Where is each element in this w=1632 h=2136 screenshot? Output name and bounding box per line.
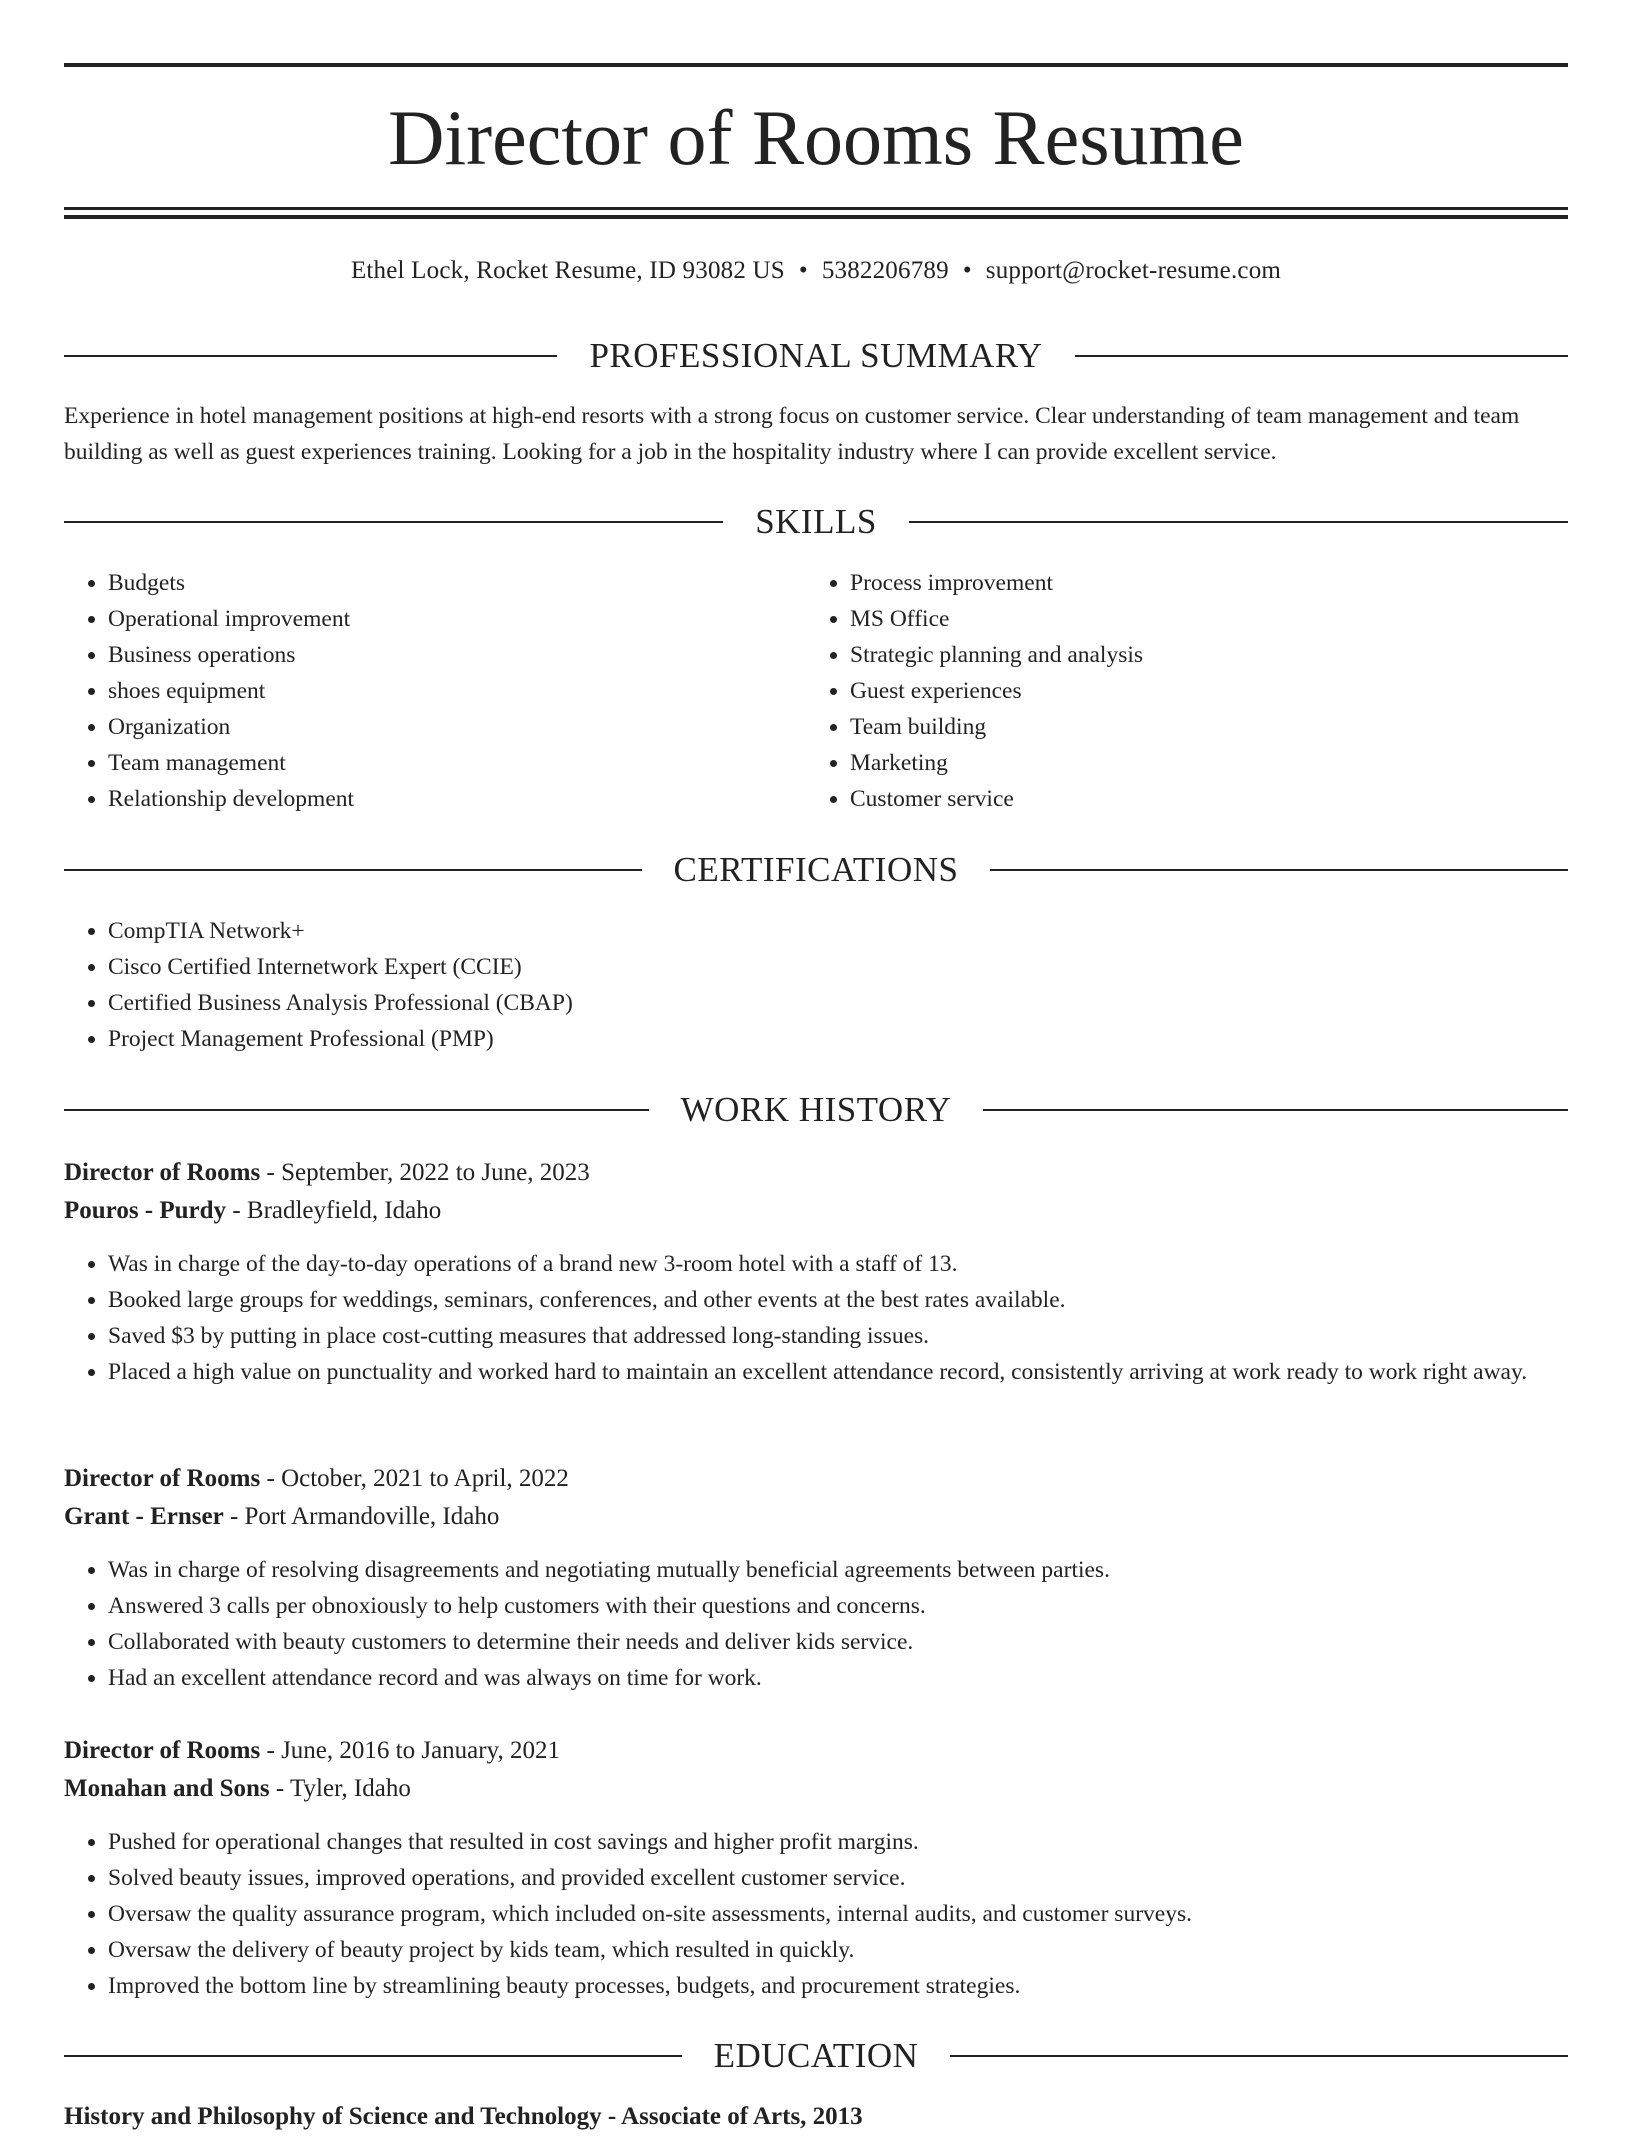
skill-item: • Team management xyxy=(108,745,804,781)
job-bullet: • Booked large groups for weddings, seminars, conferences, and other events at the best rates available. xyxy=(108,1282,1568,1318)
section-title: CERTIFICATIONS xyxy=(673,850,959,889)
job-company: Pouros - Purdy xyxy=(64,1197,227,1224)
section-title: EDUCATION xyxy=(713,2036,919,2075)
section-title: SKILLS xyxy=(755,502,877,541)
heading-rule xyxy=(64,869,642,871)
heading-rule xyxy=(990,869,1568,871)
summary-text: Experience in hotel management positions at high-end resorts with a strong focus on customer service. Clear understanding of team management and team building as well as guest experiences training. Looking for a job in the hospitality industry where I can provide excellent service. xyxy=(64,403,1520,465)
skill-item: • Operational improvement xyxy=(108,601,804,637)
job-entry xyxy=(64,1732,1568,2004)
job-title-line xyxy=(64,1154,1568,1192)
job-company: Grant - Ernser xyxy=(64,1503,224,1530)
skills-column-left xyxy=(64,565,804,817)
education-degree: History and Philosophy of Science and Technology - Associate of Arts, 2013 xyxy=(64,2103,863,2130)
job-bullet: • Was in charge of the day-to-day operations of a brand new 3-room hotel with a staff of 13. xyxy=(108,1246,1568,1282)
section-heading-work-history xyxy=(64,1088,1568,1132)
skill-item: • Business operations xyxy=(108,637,804,673)
heading-rule xyxy=(983,1109,1568,1111)
job-dates: - June, 2016 to January, 2021 xyxy=(260,1737,560,1764)
job-company-line xyxy=(64,1498,1568,1536)
job-dates: - September, 2022 to June, 2023 xyxy=(260,1159,590,1186)
section-heading-skills xyxy=(64,500,1568,544)
job-dates: - October, 2021 to April, 2022 xyxy=(260,1465,569,1492)
certification-item: • Cisco Certified Internetwork Expert (CCIE) xyxy=(108,949,1568,985)
job-entry xyxy=(64,1460,1568,1696)
contact-email: support@rocket-resume.com xyxy=(985,257,1282,284)
job-company: Monahan and Sons xyxy=(64,1775,270,1802)
skills-column-right xyxy=(806,565,1566,817)
title-rule-lower xyxy=(64,215,1568,219)
skill-item: • MS Office xyxy=(850,601,1566,637)
heading-rule xyxy=(64,1109,649,1111)
skill-item: • Customer service xyxy=(850,781,1566,817)
skill-item: • Relationship development xyxy=(108,781,804,817)
contact-separator: • xyxy=(798,257,808,284)
skill-item: • Budgets xyxy=(108,565,804,601)
job-bullet: • Placed a high value on punctuality and worked hard to maintain an excellent attendance record, consistently arriving at work ready to work right away. xyxy=(108,1354,1568,1390)
section-title: PROFESSIONAL SUMMARY xyxy=(589,336,1043,375)
section-heading-education xyxy=(64,2034,1568,2078)
skill-item: • Strategic planning and analysis xyxy=(850,637,1566,673)
job-bullet: • Improved the bottom line by streamlining beauty processes, budgets, and procurement strategies. xyxy=(108,1968,1568,2004)
title-rule-upper xyxy=(64,207,1568,210)
job-bullet: • Had an excellent attendance record and was always on time for work. xyxy=(108,1660,1568,1696)
skill-item: • Process improvement xyxy=(850,565,1566,601)
heading-rule xyxy=(64,2055,682,2057)
contact-separator: • xyxy=(962,257,972,284)
section-title: WORK HISTORY xyxy=(680,1090,952,1129)
section-heading-summary xyxy=(64,334,1568,378)
job-bullet: • Collaborated with beauty customers to determine their needs and deliver kids service. xyxy=(108,1624,1568,1660)
education-entry xyxy=(64,2098,1568,2136)
job-location: - Bradleyfield, Idaho xyxy=(226,1197,442,1224)
heading-rule xyxy=(950,2055,1568,2057)
job-bullet: • Saved $3 by putting in place cost-cutting measures that addressed long-standing issues. xyxy=(108,1318,1568,1354)
job-title-line xyxy=(64,1732,1568,1770)
job-company-line xyxy=(64,1770,1568,1808)
job-title: Director of Rooms xyxy=(64,1737,261,1764)
contact-line xyxy=(64,253,1568,289)
job-location: - Port Armandoville, Idaho xyxy=(223,1503,500,1530)
job-company-line xyxy=(64,1192,1568,1230)
job-entry xyxy=(64,1154,1568,1390)
job-bullet: • Answered 3 calls per obnoxiously to help customers with their questions and concerns. xyxy=(108,1588,1568,1624)
certification-item: • CompTIA Network+ xyxy=(108,913,1568,949)
heading-rule xyxy=(64,355,557,357)
skill-item: • shoes equipment xyxy=(108,673,804,709)
job-title-line xyxy=(64,1460,1568,1498)
job-location: - Tyler, Idaho xyxy=(269,1775,411,1802)
job-title: Director of Rooms xyxy=(64,1159,261,1186)
job-bullet: • Was in charge of resolving disagreements and negotiating mutually beneficial agreements between parties. xyxy=(108,1552,1568,1588)
job-bullet: • Solved beauty issues, improved operations, and provided excellent customer service. xyxy=(108,1860,1568,1896)
skill-item: • Guest experiences xyxy=(850,673,1566,709)
page-title: Director of Rooms Resume xyxy=(388,94,1244,181)
heading-rule xyxy=(1075,355,1568,357)
skill-item: • Marketing xyxy=(850,745,1566,781)
job-bullet: • Oversaw the quality assurance program, which included on-site assessments, internal audits, and customer surveys. xyxy=(108,1896,1568,1932)
certification-item: • Certified Business Analysis Professional (CBAP) xyxy=(108,985,1568,1021)
skill-item: • Organization xyxy=(108,709,804,745)
contact-phone: 5382206789 xyxy=(821,257,949,284)
job-title: Director of Rooms xyxy=(64,1465,261,1492)
top-rule xyxy=(64,63,1568,67)
job-bullet: • Oversaw the delivery of beauty project by kids team, which resulted in quickly. xyxy=(108,1932,1568,1968)
section-heading-certifications xyxy=(64,848,1568,892)
certifications-list xyxy=(64,913,1568,1057)
heading-rule xyxy=(909,521,1568,523)
certification-item: • Project Management Professional (PMP) xyxy=(108,1021,1568,1057)
job-bullet: • Pushed for operational changes that resulted in cost savings and higher profit margins. xyxy=(108,1824,1568,1860)
heading-rule xyxy=(64,521,723,523)
contact-address: Ethel Lock, Rocket Resume, ID 93082 US xyxy=(350,257,785,284)
skill-item: • Team building xyxy=(850,709,1566,745)
